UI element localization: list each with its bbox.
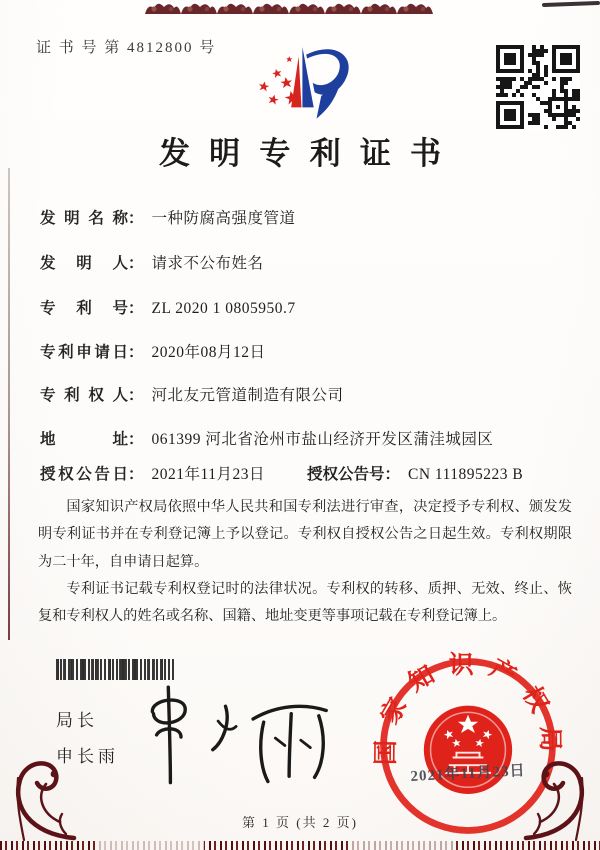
field-row-filing-date bbox=[40, 340, 266, 362]
field-row-address bbox=[40, 427, 493, 449]
grant-number-group bbox=[307, 466, 523, 483]
corner-flourish-left bbox=[0, 716, 78, 844]
field-label: 发明人 bbox=[40, 255, 128, 272]
director-signature bbox=[128, 678, 340, 796]
field-label: 发明名称 bbox=[40, 210, 128, 227]
field-label: 专利申请日 bbox=[40, 344, 128, 361]
field-row-patentee bbox=[40, 383, 344, 405]
field-value: ZL 2020 1 0805950.7 bbox=[151, 300, 296, 317]
field-value: 河北友元管道制造有限公司 bbox=[151, 387, 344, 404]
qr-code bbox=[496, 45, 580, 129]
field-label: 授权公告日 bbox=[40, 466, 128, 483]
field-label: 专利权人 bbox=[40, 387, 128, 404]
field-row-grant bbox=[40, 462, 523, 484]
certificate-title: 发明专利证书 bbox=[158, 136, 461, 171]
field-colon: ： bbox=[128, 466, 144, 483]
photo-edge-line bbox=[542, 1, 600, 7]
seal-text: 国家知识产权局 bbox=[372, 651, 564, 766]
field-value: 一种防腐高强度管道 bbox=[151, 210, 296, 227]
ornamental-border-top bbox=[145, 0, 433, 14]
field-colon: ： bbox=[128, 300, 144, 317]
field-colon: ： bbox=[128, 344, 144, 361]
field-value: 2021年11月23日 bbox=[151, 466, 265, 483]
corner-flourish-right bbox=[522, 716, 600, 844]
page-edge-line bbox=[8, 168, 10, 640]
field-colon: ： bbox=[128, 387, 144, 404]
barcode bbox=[56, 659, 174, 680]
field-value: 2020年08月12日 bbox=[151, 344, 266, 361]
field-value: CN 111895223 B bbox=[407, 466, 524, 483]
seal-date: 2021年11月23日 bbox=[410, 762, 527, 786]
body-paragraph-1: 国家知识产权局依照中华人民共和国专利法进行审查，决定授予专利权、颁发发明专利证书并在专利登记簿上予以登记。专利权自授权公告之日起生效。专利权期限为二十年，自申请日起算。 bbox=[38, 499, 572, 570]
legal-text-block bbox=[38, 494, 572, 630]
field-label: 授权公告号 bbox=[306, 466, 385, 483]
ornamental-border-bottom bbox=[0, 841, 600, 850]
field-colon: ： bbox=[128, 210, 144, 227]
field-row-inventor bbox=[40, 251, 264, 273]
signer-role: 局长 bbox=[56, 711, 98, 730]
field-label: 专利号 bbox=[40, 300, 128, 317]
field-label: 地址 bbox=[40, 431, 128, 448]
page-footer: 第 1 页 (共 2 页) bbox=[242, 815, 358, 830]
certificate-number: 证 书 号 第 4812800 号 bbox=[36, 40, 217, 56]
field-value: 061399 河北省沧州市盐山经济开发区蒲洼城园区 bbox=[151, 431, 494, 448]
field-row-patent-number bbox=[40, 296, 296, 318]
body-paragraph-2: 专利证书记载专利权登记时的法律状况。专利权的转移、质押、无效、终止、恢复和专利权人的姓名或名称、国籍、地址变更等事项记载在专利登记簿上。 bbox=[38, 580, 572, 625]
field-colon: ： bbox=[128, 431, 144, 448]
field-colon: ： bbox=[384, 466, 400, 483]
cnipa-patent-logo-icon bbox=[243, 34, 375, 128]
field-value: 请求不公布姓名 bbox=[151, 255, 264, 272]
field-colon: ： bbox=[128, 255, 144, 272]
signer-name: 申长雨 bbox=[56, 747, 119, 766]
field-row-invention-name bbox=[40, 206, 296, 228]
